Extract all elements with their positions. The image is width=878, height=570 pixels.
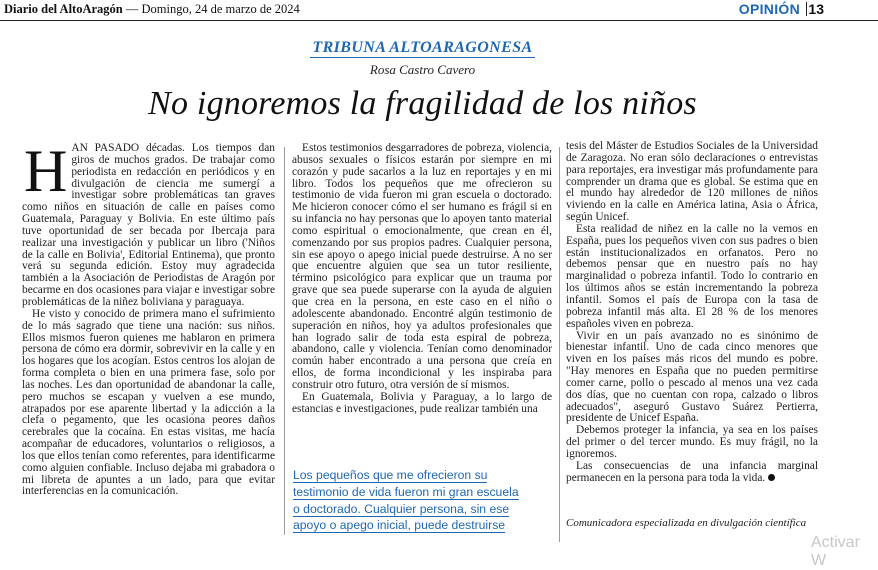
paragraph-4: En Guatemala, Bolivia y Paraguay, a lo largo de estancias e investigaciones, pude realizar también una (292, 390, 552, 415)
paragraph-7: Debemos proteger la infancia, ya sea en los países del primer o del tercer mundo. Es muy frágil, no la ignoremos. (566, 424, 818, 460)
column-kicker (0, 39, 845, 57)
header-separator (806, 2, 807, 16)
paragraph-2: He visto y conocido de primera mano el sufrimiento de lo más sagrado que tiene una nación: sus niños. Ellos mismos fueron quienes me hablaron en primera persona de cómo era dormir, sobrevivir en la calle y en los hogares que los acogían. Estos centros los alojan de forma completa o bien en una primera fase, solo por las noches. Les dan oportunidad de abandonar la calle, pero muchos se escapan y vuelven a ese mundo, atrapados por ese aparente libertad y la adicción a la clefa o pegamento, que les ocasiona peores daños cerebrales que la cocaína. En estas visitas, me hacía acompañar de educadores, voluntarios o religiosos, a los que ellos tenían como referentes, para identificarme como alguien confiable. Incluso dejaba mi grabadora o mi libreta de apuntes a un lado, para que evitar interferencias en la comunicación. (22, 307, 275, 498)
article-column-2 (292, 143, 552, 415)
end-of-article-dot (768, 474, 775, 481)
drop-cap: H (24, 138, 68, 204)
activation-watermark: Activar W (811, 534, 860, 569)
article-column-3 (566, 141, 818, 484)
author-name: Rosa Castro Cavero (369, 62, 476, 77)
page-header (0, 0, 878, 21)
newspaper-name: Diario del AltoAragón (4, 2, 123, 16)
newspaper-name-date (4, 2, 300, 17)
section-name: OPINIÓN (738, 1, 800, 17)
pull-quote (293, 467, 527, 534)
paragraph-8 (566, 461, 818, 485)
column-divider (559, 147, 560, 542)
article-headline: No ignoremos la fragilidad de los niños (148, 85, 697, 122)
column-divider (284, 147, 285, 535)
paragraph-3: Estos testimonios desgarradores de pobreza, violencia, abusos sexuales o físicos estarán por siempre en mi corazón y pude sacarlos a la luz en reportajes y en mi libro. Todos los pequeños que me ofrecieron su testimonio de vida fueron mi gran escuela o doctorado. Me hicieron conocer cómo el ser humano es frágil si en su infancia no hay personas que lo apoyen tanto material como espiritual o emocionalmente, que crean en él, comenzando por sus propios padres. Cualquier persona, sin ese apoyo o apego inicial puede destruirse. A no ser que encuentre alguien que sea un tutor resiliente, término psicológico para explicar que un trauma por grave que sea puede superarse con la ayuda de alguien que crea en la persona, en este caso en el niño o adolescente abandonado. Encontré algún testimonio de superación en niños, hoy ya adultos profesionales que han logrado salir de toda esta espiral de pobreza, abandono, calle y violencia. Tenían como denominador común haber encontrado a una persona que creía en ellos, de forma incondicional y les inspiraba para construir otro futuro, otra versión de sí mismos. (292, 142, 552, 391)
paragraph-1 (22, 138, 276, 309)
paragraph-6: Vivir en un país avanzado no es sinónimo de bienestar infantil. Uno de cada cinco menores que viven en los países más ricos del mundo es pobre. "Hay menores en España que no pueden permitirse comer carne, pollo o pescado al menos una vez cada dos días, que no cuentan con ropa, calzado o libros adecuados", aseguró Gustavo Suárez Pertierra, presidente de Unicef España. (566, 329, 818, 425)
author-bio: Comunicadora especializada en divulgación científica (566, 517, 807, 529)
paragraph-4-continued: tesis del Máster de Estudios Sociales de la Universidad de Zaragoza. No eran sólo declaraciones o entrevistas para reportajes, era investigar más profundamente para comprender un drama que es global. Se estima que en el mundo hay alrededor de 120 millones de niños viviendo en la calle en América latina, Asia o África, según Unicef. (566, 140, 818, 224)
page-number: 13 (808, 1, 824, 17)
paragraph-8-text: Las consecuencias de una infancia marginal permanecen en la persona para toda la vida. (566, 459, 818, 484)
paragraph-5: Esta realidad de niñez en la calle no la vemos en España, pues los pequeños viven con sus padres o bien están institucionalizados en orfanatos. Pero no debemos pensar que en nuestro país no hay marginalidad o pobreza infantil. Todo lo contrario en los últimos años se están incrementando la pobreza infantil. Somos el país de Europa con la tasa de pobreza infantil más alta. El 28 % de los menores españoles viven en pobreza. (566, 222, 818, 330)
lead-in: AN PASADO (71, 142, 140, 154)
paragraph-1-text: décadas. Los tiempos dan giros de muchos grados. De trabajar como periodista en redacción en periódicos y en divulgación de ciencia me sumergí a investigar sobre problemáticas tan graves como niños en situación de calle en países como Guatemala, Paraguay y Bolivia. En este último país tuve oportunidad de ser becada por Ibercaja para realizar una investigación y publicar un libro ('Niños de la calle en Bolivia', Editorial Entinema), que pronto verá su segunda edición. Estoy muy agradecida también a la Asociación de Periodistas de Aragón por becarme en dos ocasiones para viajar e investigar sobre problemáticas de la niñez boliviana y paraguaya. (22, 142, 276, 308)
issue-date: — Domingo, 24 de marzo de 2024 (122, 2, 300, 16)
article-column-1 (22, 138, 276, 498)
pull-quote-text: Los pequeños que me ofrecieron su testimonio de vida fueron mi gran escuela o doctorado. Cualquier persona, sin ese apoyo o apego inicial, puede destruirse (293, 468, 519, 533)
kicker-text: TRIBUNA ALTOARAGONESA (312, 39, 533, 56)
